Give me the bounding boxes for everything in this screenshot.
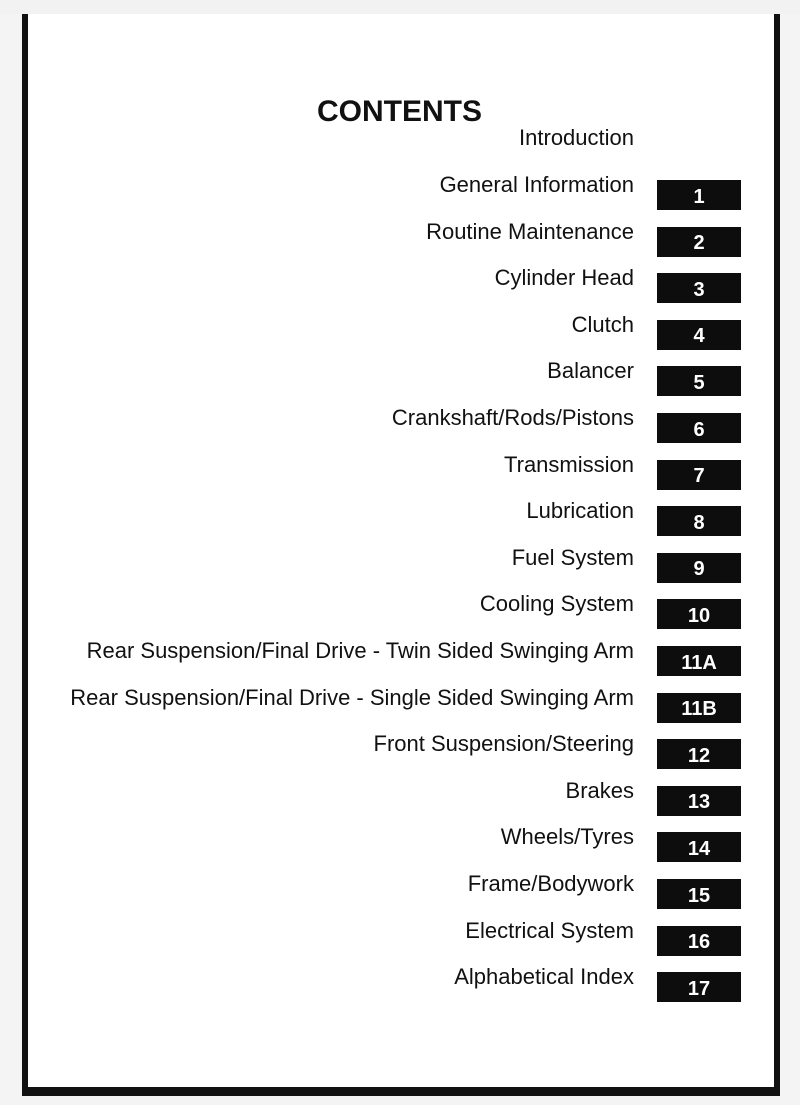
toc-section-label: Cylinder Head	[494, 265, 634, 291]
toc-row[interactable]	[0, 545, 800, 585]
section-tab-marker[interactable]: 2	[657, 227, 741, 257]
section-tab-marker[interactable]: 1	[657, 180, 741, 210]
page-title: CONTENTS	[317, 95, 482, 128]
toc-row[interactable]	[0, 638, 800, 678]
section-tab-marker[interactable]: 13	[657, 786, 741, 816]
section-tab-marker[interactable]: 11B	[657, 693, 741, 723]
intro-entry[interactable]: Introduction	[519, 125, 634, 150]
toc-row[interactable]	[0, 871, 800, 911]
toc-row[interactable]	[0, 498, 800, 538]
section-tab-marker[interactable]: 14	[657, 832, 741, 862]
toc-row[interactable]	[0, 964, 800, 1004]
toc-section-label: Brakes	[565, 777, 634, 803]
toc-section-label: Balancer	[547, 358, 634, 384]
toc-row[interactable]	[0, 265, 800, 305]
section-tab-marker[interactable]: 15	[657, 879, 741, 909]
toc-section-label: Transmission	[504, 451, 634, 477]
toc-section-label: Frame/Bodywork	[467, 871, 634, 896]
toc-row[interactable]	[0, 591, 800, 631]
toc-row[interactable]	[0, 405, 800, 445]
toc-section-label: Rear Suspension/Final Drive - Single Sided Swinging Arm	[70, 684, 634, 710]
toc-section-label: Lubrication	[526, 498, 634, 524]
section-tab-marker[interactable]: 16	[657, 926, 741, 956]
toc-row[interactable]	[0, 452, 800, 492]
toc-section-label: Wheels/Tyres	[500, 824, 634, 850]
section-tab-marker[interactable]: 5	[657, 366, 741, 396]
toc-section-label: Fuel System	[511, 544, 634, 570]
section-tab-marker[interactable]: 12	[657, 739, 741, 769]
section-tab-marker[interactable]: 10	[657, 599, 741, 629]
toc-row[interactable]	[0, 824, 800, 864]
toc-row[interactable]	[0, 685, 800, 725]
toc-section-label: Alphabetical Index	[454, 964, 634, 990]
toc-row[interactable]	[0, 219, 800, 259]
section-tab-marker[interactable]: 17	[657, 972, 741, 1002]
toc-section-label: Cooling System	[479, 591, 634, 617]
toc-section-label: Crankshaft/Rods/Pistons	[391, 405, 634, 430]
section-tab-marker[interactable]: 4	[657, 320, 741, 350]
toc-section-label: General Information	[439, 172, 634, 197]
toc-section-label: Rear Suspension/Final Drive - Twin Sided Swinging Arm	[86, 638, 634, 663]
section-tab-marker[interactable]: 6	[657, 413, 741, 443]
section-tab-marker[interactable]: 9	[657, 553, 741, 583]
toc-section-label: Clutch	[571, 311, 634, 337]
toc-row[interactable]	[0, 312, 800, 352]
toc-row[interactable]	[0, 918, 800, 958]
section-tab-marker[interactable]: 8	[657, 506, 741, 536]
scan-margin	[0, 0, 800, 14]
toc-row[interactable]	[0, 731, 800, 771]
toc-section-label: Routine Maintenance	[426, 218, 634, 244]
section-tab-marker[interactable]: 11A	[657, 646, 741, 676]
toc-row[interactable]	[0, 778, 800, 818]
toc-row[interactable]	[0, 358, 800, 398]
section-tab-marker[interactable]: 3	[657, 273, 741, 303]
section-tab-marker[interactable]: 7	[657, 460, 741, 490]
toc-row[interactable]	[0, 172, 800, 212]
toc-section-label: Electrical System	[465, 917, 634, 943]
toc-section-label: Front Suspension/Steering	[373, 731, 634, 757]
